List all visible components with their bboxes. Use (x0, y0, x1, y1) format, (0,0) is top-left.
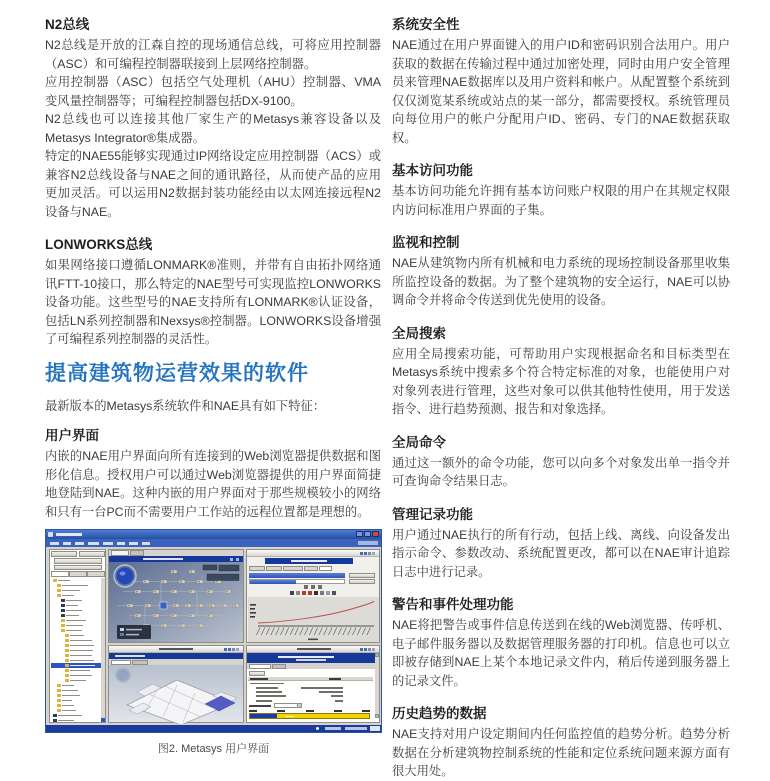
tree-folder-icon (61, 619, 65, 622)
tree-toolbar-button (51, 551, 77, 557)
trend-tab (283, 566, 303, 572)
tree-folder-icon (57, 589, 61, 592)
section-global-command (392, 434, 730, 491)
tree-item-label (70, 650, 93, 652)
status-text (345, 727, 367, 729)
status-text (325, 727, 341, 729)
panel-header-icon (232, 648, 236, 652)
section-heading: 系统安全性 (392, 17, 460, 32)
section-heading: 历史趋势的数据 (392, 706, 487, 721)
tree-folder-icon (61, 599, 65, 602)
toolbar-icon (308, 591, 312, 595)
paragraph: 应用控制器（ASC）包括空气处理机（AHU）控制器、VMA变风量控制器等；可编程控制器包括DX-9100。 (45, 75, 381, 108)
tree-toolbar-button (54, 558, 102, 564)
paragraph: 特定的NAE55能够实现通过IP网络设定应用控制器（ACS）或兼容N2总线设备与NAE之间的通讯路径，从而使产品的应用更加灵活。可以运用N2数据封装功能经由以太网连接远程N2设备与NAE。 (45, 149, 381, 219)
paragraph: NAE支持对用户设定期间内任何监控值的趋势分析。趋势分析数据在分析建筑物控制系统的性能和定位系统问题来源方面有很大用处。 (392, 727, 730, 778)
timeline-tick-label (277, 710, 285, 712)
section-audit-log (392, 506, 730, 582)
window-app-icon (48, 532, 53, 537)
tree-folder-icon (57, 704, 61, 707)
toolbar-icon (304, 585, 309, 589)
panel-header-icon (236, 648, 240, 652)
paragraph: N2总线也可以连接其他厂家生产的Metasys兼容设备以及Metasys Integrator®集成器。 (45, 112, 381, 145)
tree-item-label (58, 580, 70, 582)
tree-item-label (62, 710, 76, 712)
attribute-name (250, 683, 284, 685)
properties-navy-text (296, 659, 326, 661)
toolbar-icon (332, 591, 336, 595)
panel-header-icon (364, 552, 368, 556)
trend-tab (304, 566, 318, 572)
tree-item-label (62, 585, 88, 587)
timeline-tick-label (306, 710, 314, 712)
tree-toolbar-button (54, 565, 102, 571)
tree-item-label (62, 690, 78, 692)
diagram-header-icon (236, 558, 239, 561)
timeline-range-text (286, 716, 294, 718)
panel-header-icon (228, 648, 232, 652)
section-heading-lonworks: LONWORKS总线 (45, 237, 153, 252)
tree-item-label (62, 595, 74, 597)
tree-item-label (66, 630, 82, 632)
tree-folder-icon (57, 699, 61, 702)
display-mode-dropdown (274, 703, 302, 708)
trend-series-highlight (250, 580, 296, 584)
tree-toolbar-button (79, 551, 105, 557)
floor-plan-panel (108, 645, 244, 723)
floor-plan-navy-text (115, 655, 145, 657)
tree-item-label (62, 705, 74, 707)
tree-scrollbar (101, 578, 105, 722)
section-heading: 全局搜索 (392, 325, 446, 341)
properties-header (247, 646, 379, 653)
toolbar-icon (326, 591, 330, 595)
tree-folder-icon (53, 714, 57, 717)
section-alarm-event (392, 596, 730, 690)
window-controls (356, 531, 380, 538)
paragraph: NAE从建筑物内所有机械和电力系统的现场控制设备那里收集所监控设备的数据。为了整个建筑物的安全运行，NAE可以协调命令并将命令传送到优先使用的设备。 (392, 256, 730, 307)
trend-remove-button (349, 573, 375, 578)
diagram-canvas (109, 562, 243, 642)
figure-caption: 图2. Metasys 用户界面 (157, 743, 270, 755)
tree-folder-icon (65, 674, 69, 677)
trend-remove-button (349, 579, 375, 584)
menu-item (88, 542, 99, 545)
tree-folder-icon (61, 624, 65, 627)
section-heading: 监视和控制 (392, 235, 460, 250)
tree-item-label (58, 720, 74, 722)
trend-series-row (249, 579, 345, 584)
scroll-up-icon (375, 653, 379, 657)
maximize-button-icon (364, 531, 371, 537)
tree-item-label (70, 660, 94, 662)
tree-folder-icon (65, 639, 69, 642)
trend-chart-graphic (248, 597, 379, 642)
window-statusbar (46, 725, 381, 732)
tree-folder-icon (65, 679, 69, 682)
left-column (45, 10, 381, 756)
tree-folder-icon (65, 659, 69, 662)
timeline-bar (249, 713, 370, 719)
properties-tab (272, 664, 286, 670)
paragraph: 如果网络接口遵循LONMARK®准则，并带有自由拓扑网络通讯FTT-10接口，那么特定的NAE型号可实现监控LONWORKS设备功能。这些型号的NAE支持所有LONMARK®认证设备，包括LN系列控制器和Nexsys®控制器。LONWORKS设备增强了可编程系列控制器的灵活性。 (45, 258, 381, 346)
floor-plan-graphic (109, 665, 244, 724)
timeline-tick-label (334, 710, 342, 712)
section-user-interface (45, 427, 381, 521)
section-global-search (392, 325, 730, 419)
tree-item-label (70, 670, 90, 672)
trend-tab-row (247, 565, 379, 571)
trend-toolbar-row (247, 591, 379, 596)
tree-item-label (70, 680, 86, 682)
floor-plan-title-text (159, 648, 193, 650)
panel-header-icon (372, 648, 376, 652)
tree-folder-icon (61, 604, 65, 607)
section-heading: 基本访问功能 (392, 163, 473, 178)
paragraph: 内嵌的NAE用户界面向所有连接到的Web浏览器提供数据和图形化信息。授权用户可以通过Web浏览器提供的用户界面简捷地登陆到NAE。这种内嵌的用户界面对于那些规模较小的网络和只有一台PC而不需要用户工作站的远程位置都是理想的。 (45, 449, 381, 519)
section-basic-access (392, 162, 730, 219)
menu-item (63, 542, 71, 545)
floor-plan-canvas (109, 665, 243, 722)
attribute-value (319, 691, 343, 693)
section-monitor-control (392, 234, 730, 310)
trend-title-text (291, 560, 327, 562)
properties-edit-button (249, 671, 265, 676)
timeline-tick-labels (249, 710, 370, 713)
tree-item-list (51, 578, 103, 722)
window-title-text (56, 533, 82, 536)
section-heading: 全局命令 (392, 434, 446, 450)
section-n2-bus (45, 16, 381, 221)
tree-tab (87, 571, 105, 577)
tree-folder-icon (65, 669, 69, 672)
properties-navy-bar (247, 653, 375, 663)
tree-item-label (62, 590, 80, 592)
properties-panel (246, 645, 380, 723)
tree-item-label (70, 645, 94, 647)
toolbar-icon (320, 591, 324, 595)
tree-tab (51, 571, 69, 577)
minimize-button-icon (356, 531, 363, 537)
panel-header-icon (360, 552, 364, 556)
paragraph: NAE将把警告或事件信息传送到在线的Web浏览器、传呼机、电子邮件服务器以及数据管理服务器的打印机。信息也可以立即被存储到NAE上某个本地记录文件内，稍后传递到服务器上的记录文件。 (392, 618, 730, 688)
paragraph: 基本访问功能允许拥有基本访问账户权限的用户在其规定权限内访问标准用户界面的子集。 (392, 184, 730, 217)
tree-folder-icon (53, 579, 57, 582)
section-heading: 警告和事件处理功能 (392, 597, 514, 612)
properties-tab-row (247, 663, 375, 669)
right-column (392, 10, 730, 781)
paragraph: 应用全局搜索功能，可帮助用户实现根据命名和目标类型在Metasys系统中搜索多个符合特定标准的对象，也能使用户对对象列表进行管理，这些对象可以供其他特性使用，用于发送指令、进行趋势预测、报告和对象选择。 (392, 346, 730, 416)
paragraph: NAE通过在用户界面键入的用户ID和密码识别合法用户。用户获取的数据在传输过程中通过加密处理，同时由用户安全管理员来管理NAE数据库以及用户资料和帐户。从配置整个系统到仅仅浏览某系统或站点的某一部分，都需要授权。系统管理员向每位用户的帐户分配用户ID、密码、专门的NAE数据获取权。 (392, 38, 730, 145)
properties-title-text (297, 648, 331, 650)
toolbar-icon (296, 591, 300, 595)
tree-item-label (58, 715, 82, 717)
menu-item (75, 542, 84, 545)
tree-item-label (66, 605, 78, 607)
tree-folder-icon (53, 719, 57, 722)
trend-tab (266, 566, 282, 572)
diagram-header-icon (230, 558, 233, 561)
toolbar-icon (302, 591, 306, 595)
trend-tab (319, 566, 332, 572)
chevron-down-icon (297, 704, 302, 707)
tree-folder-icon (61, 629, 65, 632)
tree-item (51, 718, 103, 722)
software-intro: 最新版本的Metasys系统软件和NAE具有如下特征： (45, 398, 326, 413)
tree-item-label (66, 615, 79, 617)
trend-header (247, 550, 379, 557)
attribute-name (256, 687, 278, 689)
panel-header-icon (368, 552, 372, 556)
tree-resize-grip (101, 718, 105, 722)
status-end-badge (370, 726, 380, 731)
properties-tab-active (249, 664, 271, 670)
properties-scrollbar (375, 653, 379, 718)
tree-folder-icon (61, 614, 65, 617)
panel-header-icon (224, 648, 228, 652)
tree-item-label (66, 610, 82, 612)
tree-folder-icon (57, 584, 61, 587)
tree-folder-icon (65, 654, 69, 657)
tree-folder-icon (57, 709, 61, 712)
attribute-value (329, 678, 341, 680)
tree-item-label (70, 655, 92, 657)
floor-plan-header (109, 646, 243, 653)
paragraph: 通过这一额外的命令功能，您可以向多个对象发出单一指令并可查询命令结果日志。 (392, 455, 730, 488)
section-system-security (392, 16, 730, 147)
timeline-selected-range (250, 714, 277, 718)
tree-folder-icon (57, 689, 61, 692)
panel-header-icon (360, 648, 364, 652)
tree-folder-icon (57, 694, 61, 697)
tree-item-label (70, 665, 95, 667)
panel-header-icon (368, 648, 372, 652)
properties-navy-text (278, 656, 334, 658)
close-button-icon (372, 531, 379, 537)
tree-tab-row (51, 571, 105, 577)
attribute-row (248, 698, 373, 702)
tree-item-label (62, 700, 72, 702)
trend-tab (249, 566, 265, 572)
navigation-tree-panel (49, 549, 106, 723)
tree-folder-icon (65, 649, 69, 652)
tree-item-label (62, 685, 74, 687)
attribute-name (256, 695, 286, 697)
trend-title-bar (265, 558, 353, 564)
timeline-tick-label (362, 710, 370, 712)
paragraph: N2总线是开放的江森自控的现场通信总线，可将应用控制器（ASC）和可编程控制器联接到上层网络控制器。 (45, 38, 381, 71)
figure-metasys-ui-screenshot (45, 529, 382, 733)
display-mode-label (249, 705, 271, 707)
section-lonworks-bus (45, 236, 381, 349)
toolbar-icon (290, 591, 294, 595)
trend-series-row-selected (249, 573, 345, 578)
status-indicator-icon (316, 727, 319, 730)
menu-item (117, 542, 125, 545)
toolbar-icon (318, 585, 323, 589)
attribute-value (331, 695, 343, 697)
software-section-heading: 提高建筑物运营效果的软件 (45, 361, 309, 385)
trend-chart-panel (246, 549, 380, 643)
section-heading-user-interface: 用户界面 (45, 428, 99, 443)
menu-item (129, 542, 138, 545)
tree-folder-icon (57, 684, 61, 687)
attribute-name (256, 700, 272, 702)
window-titlebar (46, 530, 381, 539)
tree-tab (69, 571, 87, 577)
menu-item (50, 542, 59, 545)
attribute-name (256, 691, 282, 693)
tree-folder-icon (65, 644, 69, 647)
section-heading-n2: N2总线 (45, 17, 90, 32)
tree-item-label (66, 600, 82, 602)
attribute-value (335, 700, 343, 702)
menu-item (103, 542, 113, 545)
network-diagram-panel (108, 549, 244, 643)
scroll-down-icon (375, 714, 379, 718)
diagram-header-text (143, 558, 183, 560)
tree-item-label (62, 695, 80, 697)
menu-item (142, 542, 150, 545)
tree-folder-icon (65, 664, 69, 667)
panel-header-icon (364, 648, 368, 652)
tree-folder-icon (65, 634, 69, 637)
tree-folder-icon (61, 609, 65, 612)
paragraph: 用户通过NAE执行的所有行动，包括上线、离线、向设备发出指示命令、参数改动、系统配置更改，都可以在NAE审计追踪日志中进行记录。 (392, 527, 730, 579)
window-menubar (46, 539, 381, 547)
tree-item-label (66, 620, 86, 622)
toolbar-icon (314, 591, 318, 595)
section-historical-trend (392, 705, 730, 781)
tree-item-label (70, 675, 92, 677)
section-heading: 管理记录功能 (392, 506, 473, 522)
tree-folder-icon (57, 594, 61, 597)
timeline-tick-label (249, 710, 257, 712)
attribute-value (301, 687, 343, 689)
toolbar-icon (311, 585, 316, 589)
tree-item-label (70, 640, 92, 642)
panel-header-icon (372, 552, 376, 556)
attribute-name (250, 678, 268, 680)
tree-item-label (66, 625, 83, 627)
trend-toolbar-row (247, 585, 379, 590)
menubar-right-label (358, 541, 378, 545)
tree-item-label (70, 635, 84, 637)
trend-chart-area (248, 597, 378, 641)
network-diagram-graphic (109, 562, 244, 644)
attribute-table (248, 677, 373, 703)
